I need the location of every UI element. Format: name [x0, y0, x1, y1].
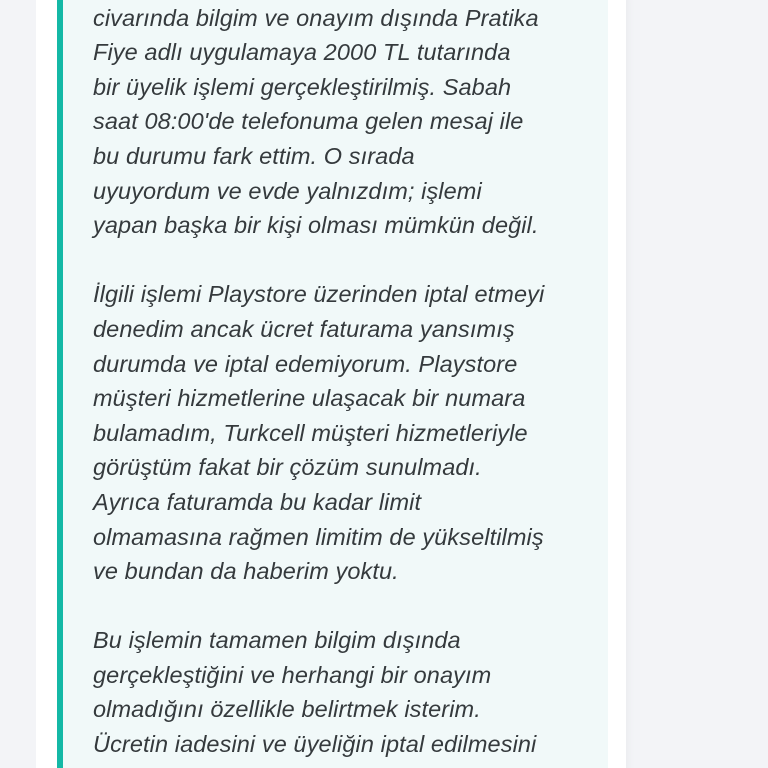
paragraph-gap — [93, 589, 613, 624]
text-line: ve bundan da haberim yoktu. — [93, 558, 399, 585]
text-line: bulamadım, Turkcell müşteri hizmetleriyle — [93, 419, 528, 446]
text-line: görüştüm fakat bir çözüm sunulmadı. — [93, 454, 482, 481]
text-line: İlgili işlemi Playstore üzerinden iptal etmeyi — [93, 281, 545, 308]
text-line: bir üyelik işlemi gerçekleştirilmiş. Sabah — [93, 73, 512, 100]
text-line: Fiye adlı uygulamaya 2000 TL tutarında — [93, 39, 511, 66]
text-line: yapan başka bir kişi olması mümkün değil. — [93, 212, 539, 239]
text-line: Ücretin iadesini ve üyeliğin iptal edilmesini — [93, 731, 537, 758]
text-line: denedim ancak ücret faturama yansımış — [93, 315, 515, 342]
text-line: bu durumu fark ettim. O sırada — [93, 142, 415, 169]
text-line: gerçekleştiğini ve herhangi bir onayım — [93, 661, 492, 688]
text-line: durumda ve iptal edemiyorum. Playstore — [93, 350, 518, 377]
complaint-text — [93, 0, 613, 762]
text-line: uyuyordum ve evde yalnızdım; işlemi — [93, 177, 482, 204]
complaint-quote-block — [57, 0, 608, 768]
text-line: müşteri hizmetlerine ulaşacak bir numara — [93, 385, 526, 412]
text-line: olmadığını özellikle belirtmek isterim. — [93, 696, 481, 723]
paragraph-gap — [93, 243, 613, 278]
text-line: olmamasına rağmen limitim de yükseltilmiş — [93, 523, 544, 550]
text-line: Bu işlemin tamamen bilgim dışında — [93, 627, 461, 654]
text-line: civarında bilgim ve onayım dışında Pratika — [93, 4, 539, 31]
text-line: saat 08:00'de telefonuma gelen mesaj ile — [93, 108, 524, 135]
text-line: Ayrıca faturamda bu kadar limit — [93, 488, 422, 515]
